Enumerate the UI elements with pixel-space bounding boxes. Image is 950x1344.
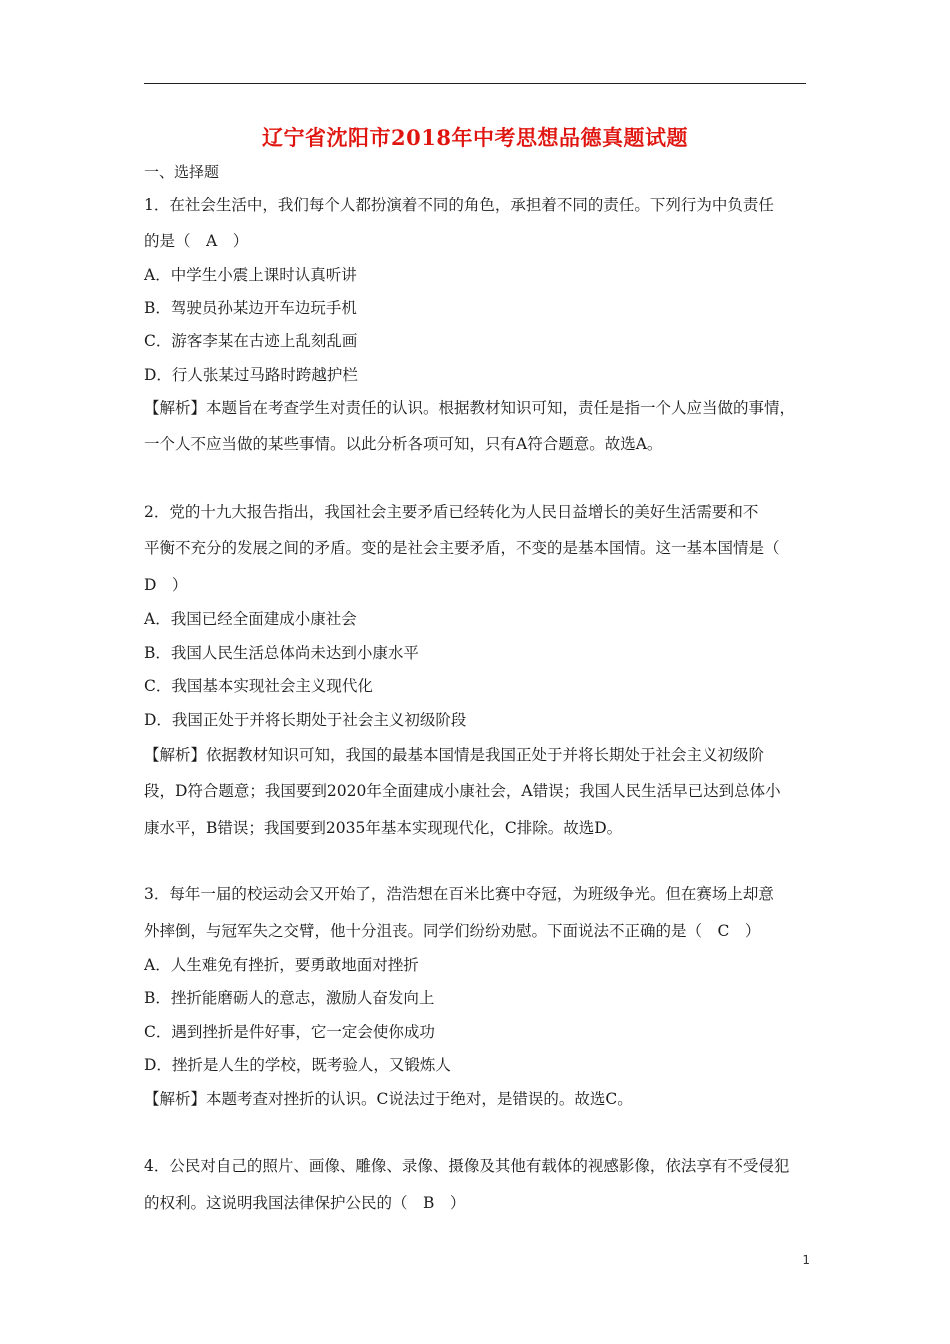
question-1-stem-line-2: 的是（ A ） [144, 232, 249, 250]
question-2-option-c: C．我国基本实现社会主义现代化 [144, 677, 373, 695]
question-2-stem-line-2: 平衡不充分的发展之间的矛盾。变的是社会主要矛盾，不变的是基本国情。这一基本国情是（ [144, 539, 780, 557]
question-4-stem-line-1: 4．公民对自己的照片、画像、雕像、录像、摄像及其他有载体的视感影像，依法享有不受侵犯 [144, 1157, 790, 1175]
question-1-stem-line-1: 1．在社会生活中，我们每个人都扮演着不同的角色，承担着不同的责任。下列行为中负责任 [144, 196, 774, 214]
question-1-explanation-line-2: 一个人不应当做的某些事情。以此分析各项可知，只有A符合题意。故选A。 [144, 435, 663, 453]
question-2-option-d: D．我国正处于并将长期处于社会主义初级阶段 [144, 711, 467, 729]
question-2-option-a: A．我国已经全面建成小康社会 [144, 610, 357, 628]
question-4-stem-line-2: 的权利。这说明我国法律保护公民的（ B ） [144, 1194, 466, 1212]
question-2-explanation-line-1: 【解析】依据教材知识可知，我国的最基本国情是我国正处于并将长期处于社会主义初级阶 [144, 746, 765, 764]
question-1-explanation-line-1: 【解析】本题旨在考查学生对责任的认识。根据教材知识可知，责任是指一个人应当做的事情， [144, 399, 796, 417]
question-1-option-b: B．驾驶员孙某边开车边玩手机 [144, 299, 357, 317]
question-3-option-b: B．挫折能磨砺人的意志，激励人奋发向上 [144, 989, 435, 1007]
question-2-stem-line-3: D ） [144, 576, 188, 594]
question-3-option-c: C．遇到挫折是件好事，它一定会使你成功 [144, 1023, 435, 1041]
question-1-option-a: A．中学生小震上课时认真听讲 [144, 266, 357, 284]
question-3-option-a: A．人生难免有挫折，要勇敢地面对挫折 [144, 956, 419, 974]
document-title: 辽宁省沈阳市2018年中考思想品德真题试题 [262, 125, 688, 150]
question-2-explanation-line-3: 康水平，B错误；我国要到2035年基本实现现代化，C排除。故选D。 [144, 819, 623, 837]
question-2-stem-line-1: 2．党的十九大报告指出，我国社会主要矛盾已经转化为人民日益增长的美好生活需要和不 [144, 503, 759, 521]
question-1-option-d: D．行人张某过马路时跨越护栏 [144, 366, 358, 384]
page-number: 1 [802, 1253, 810, 1267]
question-3-option-d: D．挫折是人生的学校，既考验人，又锻炼人 [144, 1056, 451, 1074]
section-heading: 一、选择题 [144, 163, 220, 181]
question-3-explanation: 【解析】本题考查对挫折的认识。C说法过于绝对，是错误的。故选C。 [144, 1090, 633, 1108]
question-2-option-b: B．我国人民生活总体尚未达到小康水平 [144, 644, 419, 662]
header-rule [144, 83, 806, 84]
question-2-explanation-line-2: 段，D符合题意；我国要到2020年全面建成小康社会，A错误；我国人民生活早已达到总体小 [144, 782, 781, 800]
question-3-stem-line-1: 3．每年一届的校运动会又开始了，浩浩想在百米比赛中夺冠，为班级争光。但在赛场上却意 [144, 885, 774, 903]
question-1-option-c: C．游客李某在古迹上乱刻乱画 [144, 332, 358, 350]
question-3-stem-line-2: 外摔倒，与冠军失之交臂，他十分沮丧。同学们纷纷劝慰。下面说法不正确的是（ C ） [144, 922, 761, 940]
